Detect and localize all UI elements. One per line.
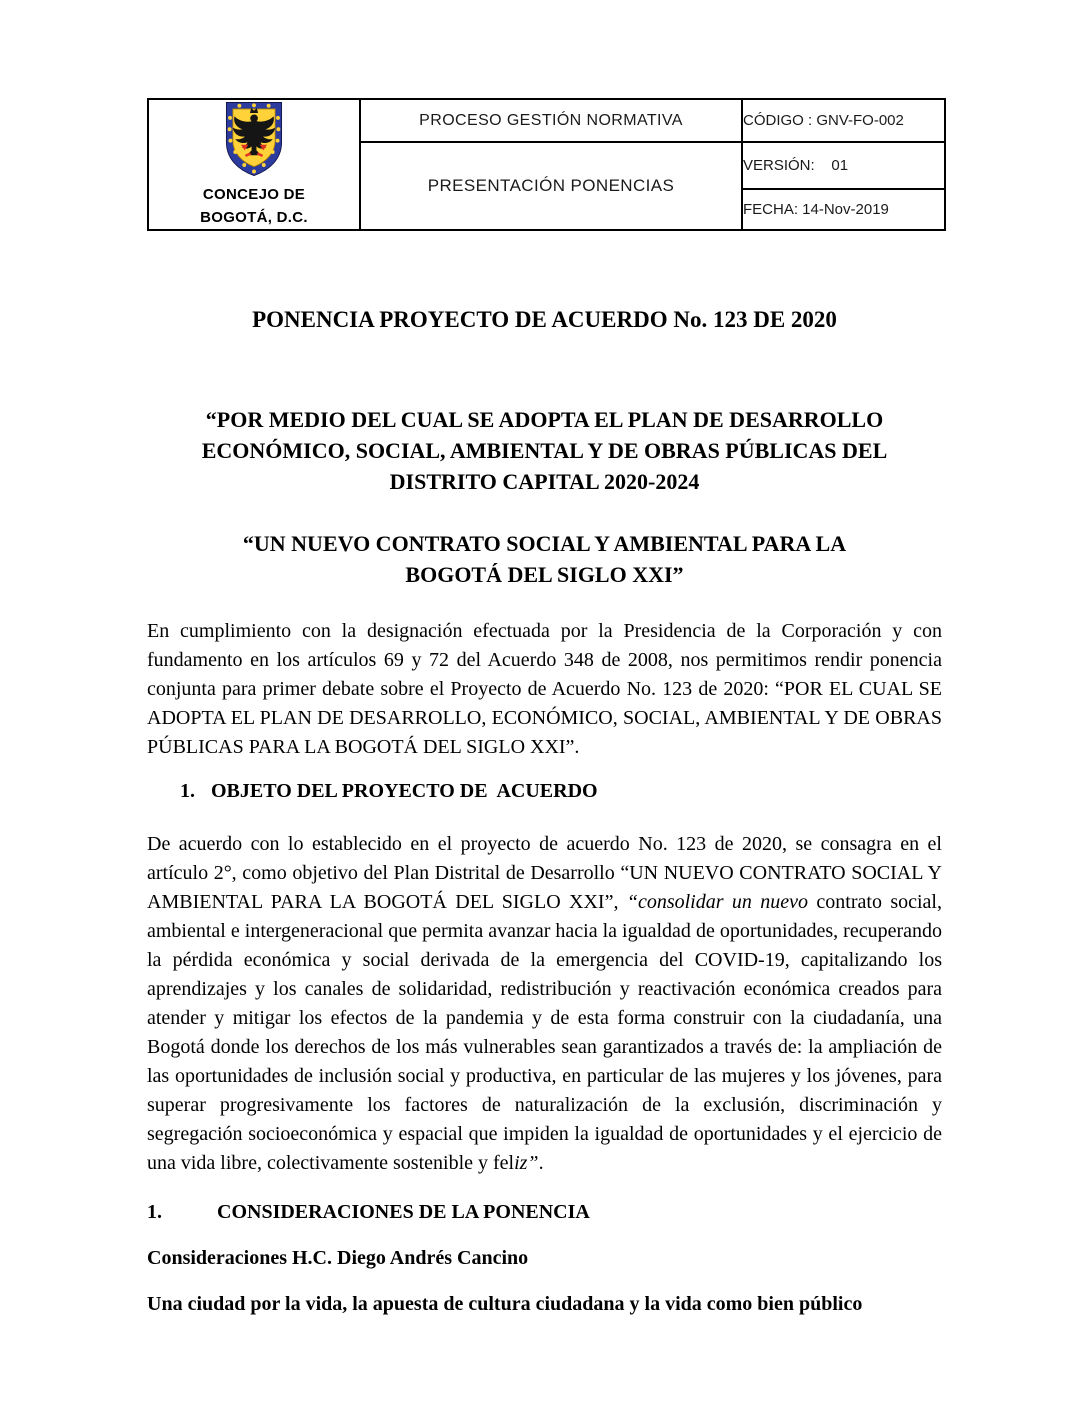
section-title: OBJETO DEL PROYECTO DE ACUERDO xyxy=(211,780,598,802)
section-heading-objeto xyxy=(147,777,942,806)
document-title: PONENCIA PROYECTO DE ACUERDO No. 123 DE 2020 xyxy=(252,307,837,332)
objeto-text-italic1: “consolidar un nuevo xyxy=(626,891,809,913)
section-number: 1. xyxy=(147,1201,162,1223)
objeto-text-italic2: iz” xyxy=(514,1152,539,1174)
subheading-author: Consideraciones H.C. Diego Andrés Cancino xyxy=(147,1247,529,1269)
logo-cell xyxy=(148,99,360,230)
header-table xyxy=(147,98,946,231)
process-name-cell: PROCESO GESTIÓN NORMATIVA xyxy=(360,99,742,142)
logo-caption-line2: BOGOTÁ, D.C. xyxy=(200,209,308,226)
logo-caption-line1: CONCEJO DE xyxy=(202,186,306,203)
objeto-text-part2: contrato social, ambiental e intergeneracional que permita avanzar hacia la igualdad de oportunidades, recuperando la pérdida económica y social derivada de la emergencia del COVID-19, capitalizando los aprendizajes y los canales de solidaridad, redistribución y reactivación económica creados para atender y mitigar los efectos de la pandemia y de esta forma construir con la ciudadanía, una Bogotá donde los derechos de los más vulnerables sean garantizados a través de: la ampliación de las oportunidades de inclusión social y productiva, en particular de las mujeres y los jóvenes, para superar progresivamente los factores de naturalización de la exclusión, discriminación y segregación socioeconómica y espacial que impiden la igualdad de oportunidades y el ejercicio de una vida libre, colectivamente sostenible y fel xyxy=(147,891,942,1174)
section-heading-consideraciones xyxy=(147,1198,942,1227)
plan-title-heading: “POR MEDIO DEL CUAL SE ADOPTA EL PLAN DE DESARROLLO ECONÓMICO, SOCIAL, AMBIENTAL Y DE OBRAS PÚBLICAS DEL DISTRITO CAPITAL 2020-2024 xyxy=(201,407,888,494)
bogota-coat-of-arms-icon xyxy=(215,100,293,178)
subheading-topic: Una ciudad por la vida, la apuesta de cultura ciudadana y la vida como bien público xyxy=(147,1293,863,1315)
codigo-cell: CÓDIGO : GNV-FO-002 xyxy=(742,99,945,142)
fecha-cell: FECHA: 14-Nov-2019 xyxy=(742,189,945,230)
intro-paragraph: En cumplimiento con la designación efectuada por la Presidencia de la Corporación y con fundamento en los artículos 69 y 72 del Acuerdo 348 de 2008, nos permitimos rendir ponencia conjunta para primer debate sobre el Proyecto de Acuerdo No. 123 de 2020: “POR EL CUAL SE ADOPTA EL PLAN DE DESARROLLO, ECONÓMICO, SOCIAL, AMBIENTAL Y DE OBRAS PÚBLICAS PARA LA BOGOTÁ DEL SIGLO XXI”. xyxy=(147,620,942,758)
objeto-text-part3: . xyxy=(538,1152,544,1174)
section-title: CONSIDERACIONES DE LA PONENCIA xyxy=(217,1201,590,1223)
document-type-cell: PRESENTACIÓN PONENCIAS xyxy=(360,142,742,230)
logo-caption xyxy=(149,183,359,229)
objeto-paragraph xyxy=(147,830,942,1178)
page-content xyxy=(147,98,942,1319)
plan-slogan-heading: “UN NUEVO CONTRATO SOCIAL Y AMBIENTAL PARA LA BOGOTÁ DEL SIGLO XXI” xyxy=(242,531,847,587)
objeto-text-part1: De acuerdo con lo establecido en el proyecto de acuerdo No. 123 de 2020, se consagra en el artículo 2°, como objetivo del Plan Distrital de Desarrollo “UN NUEVO CONTRATO SOCIAL Y AMBIENTAL PARA LA BOGOTÁ DEL SIGLO XXI”, xyxy=(147,833,942,913)
section-number: 1. xyxy=(180,780,195,802)
version-cell: VERSIÓN: 01 xyxy=(742,142,945,189)
